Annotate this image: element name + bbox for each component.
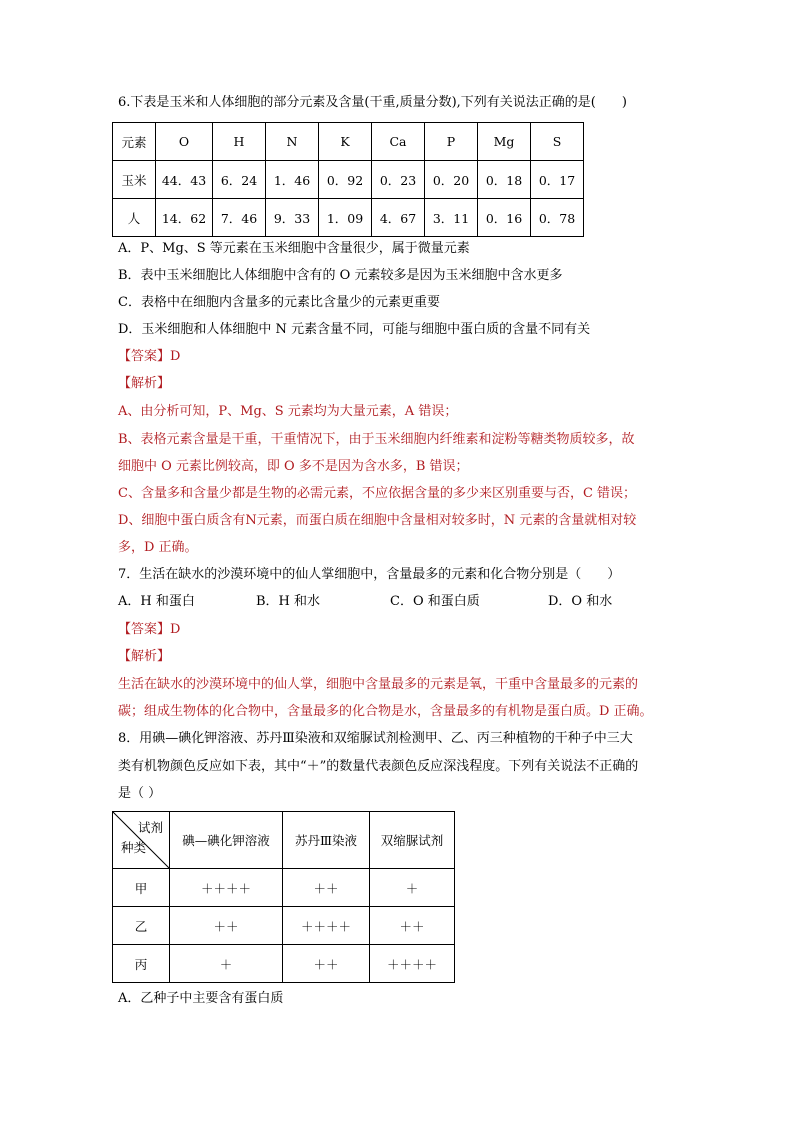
q6-analysis-line: D、细胞中蛋白质含有N元素，而蛋白质在细胞中含量相对较多时，N 元素的含量就相对较 [118,513,637,528]
table-row [113,869,455,907]
table-cell: 玉米 [113,161,156,199]
table-header-cell: 碘—碘化钾溶液 [170,812,283,869]
q6-element-table [112,122,584,237]
q7-option-a: A．H 和蛋白 [118,594,195,609]
table-header-row [113,123,584,161]
table-row [113,161,584,199]
table-corner-cell [113,812,170,869]
q6-analysis-line: 细胞中 O 元素比例较高，即 O 多不是因为含水多，B 错误； [118,459,469,474]
q6-option-b: B．表中玉米细胞比人体细胞中含有的 O 元素较多是因为玉米细胞中含水更多 [118,268,563,283]
q8-stem-line: 是（ ） [118,786,162,801]
q7-option-c: C．O 和蛋白质 [390,594,480,609]
table-cell: ＋ [170,945,283,983]
q6-analysis-line: A、由分析可知，P、Mg、S 元素均为大量元素，A 错误； [118,404,458,419]
table-cell: 人 [113,199,156,237]
table-header-cell: Ca [372,123,425,161]
corner-label-top: 试剂 [137,820,163,835]
table-cell: ＋＋＋＋ [370,945,455,983]
table-cell: ＋＋ [370,907,455,945]
q8-stem-line: 8．用碘—碘化钾溶液、苏丹Ⅲ染液和双缩脲试剂检测甲、乙、丙三种植物的干种子中三大 [118,731,633,746]
table-cell: 44．43 [156,161,213,199]
table-header-cell: 苏丹Ⅲ染液 [283,812,370,869]
q7-analysis-line: 碳；组成生物体的化合物中，含量最多的化合物是水，含量最多的有机物是蛋白质。D 正确。 [118,704,653,719]
table-row [113,199,584,237]
table-header-cell: 元素 [113,123,156,161]
table-cell: 0．20 [425,161,478,199]
table-cell: ＋＋ [283,945,370,983]
table-cell: 3．11 [425,199,478,237]
table-header-cell: H [213,123,266,161]
q7-analysis-label: 【解析】 [118,649,171,664]
table-row [113,945,455,983]
table-cell: 0．78 [531,199,584,237]
table-cell: 9．33 [266,199,319,237]
table-cell: 0．18 [478,161,531,199]
table-cell: ＋＋ [283,869,370,907]
table-cell: 6．24 [213,161,266,199]
table-cell: 1．46 [266,161,319,199]
table-row [113,907,455,945]
table-header-cell: 双缩脲试剂 [370,812,455,869]
table-cell: 14．62 [156,199,213,237]
corner-label-bottom: 种类 [121,840,147,855]
q6-analysis-line: B、表格元素含量是干重，干重情况下，由于玉米细胞内纤维素和淀粉等糖类物质较多，故 [118,432,635,447]
table-header-cell: O [156,123,213,161]
table-cell: 1．09 [319,199,372,237]
q6-analysis-line: C、含量多和含量少都是生物的必需元素，不应依据含量的多少来区别重要与否，C 错误； [118,486,637,501]
table-cell: 甲 [113,869,170,907]
table-cell: ＋＋＋＋ [170,869,283,907]
q6-answer: 【答案】D [118,349,181,364]
table-cell: ＋＋ [170,907,283,945]
q6-option-a: A．P、Mg、S 等元素在玉米细胞中含量很少，属于微量元素 [118,241,470,256]
table-header-cell: S [531,123,584,161]
q7-answer: 【答案】D [118,622,181,637]
table-cell: 0．16 [478,199,531,237]
table-header-cell: Mg [478,123,531,161]
table-cell: 4．67 [372,199,425,237]
table-cell: 0．92 [319,161,372,199]
q6-analysis-line: 多，D 正确。 [118,540,198,555]
table-header-cell: P [425,123,478,161]
q6-stem: 6.下表是玉米和人体细胞的部分元素及含量(干重,质量分数),下列有关说法正确的是( ) [118,95,627,110]
table-cell: 丙 [113,945,170,983]
table-cell: 0．17 [531,161,584,199]
table-cell: ＋ [370,869,455,907]
table-cell: ＋＋＋＋ [283,907,370,945]
q7-analysis-line: 生活在缺水的沙漠环境中的仙人掌，细胞中含量最多的元素是氧，干重中含量最多的元素的 [118,677,639,692]
q6-option-d: D．玉米细胞和人体细胞中 N 元素含量不同，可能与细胞中蛋白质的含量不同有关 [118,322,591,337]
table-header-row [113,812,455,869]
q6-option-c: C．表格中在细胞内含量多的元素比含量少的元素更重要 [118,295,440,310]
q7-option-d: D．O 和水 [548,594,613,609]
table-cell: 乙 [113,907,170,945]
q8-option-a: A．乙种子中主要含有蛋白质 [118,991,284,1006]
q7-stem: 7．生活在缺水的沙漠环境中的仙人掌细胞中，含量最多的元素和化合物分别是（ ） [118,567,621,582]
table-cell: 7．46 [213,199,266,237]
q6-analysis-label: 【解析】 [118,376,171,391]
q8-reagent-table [112,811,455,983]
table-header-cell: K [319,123,372,161]
q8-stem-line: 类有机物颜色反应如下表，其中“＋”的数量代表颜色反应深浅程度。下列有关说法不正确的 [118,759,639,774]
q7-option-b: B．H 和水 [256,594,321,609]
table-header-cell: N [266,123,319,161]
table-cell: 0．23 [372,161,425,199]
